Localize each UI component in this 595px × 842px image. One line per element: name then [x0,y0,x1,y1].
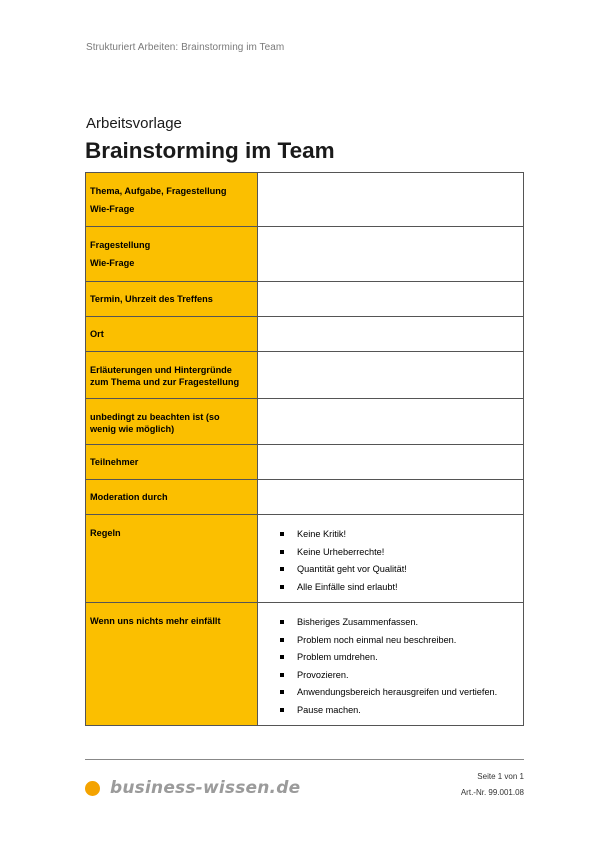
form-row-einfaelle [86,603,524,726]
form-row-regeln [86,515,524,603]
label-line: Fragestellung [90,240,151,250]
logo-dot-icon [85,781,100,796]
bullet-icon [280,567,284,571]
bullet-icon [280,655,284,659]
row-label [86,282,258,317]
fallback-ideas-list [258,603,523,720]
form-row-moderation [86,480,524,515]
running-header: Strukturiert Arbeiten: Brainstorming im Team [86,42,285,53]
list-item [280,649,523,667]
list-item-text: Quantität geht vor Qualität! [297,564,407,575]
list-item-text: Problem umdrehen. [297,652,378,663]
brand-logo[interactable] [85,777,300,799]
list-item [280,684,523,702]
list-item [280,544,523,562]
row-label [86,399,258,445]
form-row-beachten [86,399,524,445]
answer-field-termin[interactable] [258,282,524,317]
list-item-text: Problem noch einmal neu beschreiben. [297,634,457,645]
form-row-termin [86,282,524,317]
list-item-text: Alle Einfälle sind erlaubt! [297,581,398,592]
row-label [86,480,258,515]
label-line: Wenn uns nichts mehr einfällt [90,616,221,626]
document-title: Brainstorming im Team [85,138,335,163]
answer-field-fragestellung[interactable] [258,227,524,282]
list-item [280,614,523,632]
bullet-icon [280,620,284,624]
bullet-icon [280,638,284,642]
answer-field-ort[interactable] [258,317,524,352]
list-item-text: Anwendungsbereich herausgreifen und vertiefen. [297,687,498,698]
bullet-icon [280,708,284,712]
form-row-thema [86,173,524,227]
row-label [86,445,258,480]
footer-divider [85,759,524,760]
list-item [280,526,523,544]
label-line: Thema, Aufgabe, Fragestellung [90,186,227,196]
label-line: zum Thema und zur Fragestellung [90,377,240,387]
bullet-icon [280,532,284,536]
answer-field-erlaeuterungen[interactable] [258,352,524,399]
rules-cell [258,515,524,603]
bullet-icon [280,585,284,589]
label-line: Erläuterungen und Hintergründe [90,365,232,375]
row-label [86,317,258,352]
article-number: Art.-Nr. 99.001.08 [460,788,524,797]
list-item [280,667,523,685]
label-line: unbedingt zu beachten ist (so [90,412,220,422]
label-line: Teilnehmer [90,457,139,467]
list-item [280,579,523,597]
list-item [280,702,523,720]
label-line: Regeln [90,528,121,538]
list-item-text: Provozieren. [297,669,349,680]
list-item-text: Keine Kritik! [297,529,347,539]
label-line: Wie-Frage [90,258,135,268]
bullet-icon [280,673,284,677]
answer-field-moderation[interactable] [258,480,524,515]
form-row-ort [86,317,524,352]
document-subtitle: Arbeitsvorlage [86,115,182,132]
list-item [280,632,523,650]
bullet-icon [280,550,284,554]
form-row-fragestellung [86,227,524,282]
label-line: Ort [90,329,104,339]
label-line: Moderation durch [90,492,168,502]
list-item-text: Bisheriges Zusammenfassen. [297,617,419,627]
row-label [86,227,258,282]
logo-text: business-wissen.de [110,778,301,798]
answer-field-teilnehmer[interactable] [258,445,524,480]
form-row-erlaeuterungen [86,352,524,399]
row-label [86,352,258,399]
list-item-text: Keine Urheberrechte! [297,546,385,557]
label-line: Termin, Uhrzeit des Treffens [90,294,213,304]
label-line: Wie-Frage [90,204,135,214]
row-label [86,603,258,726]
list-item [280,561,523,579]
row-label [86,515,258,603]
page-number: Seite 1 von 1 [477,772,524,781]
answer-field-thema[interactable] [258,173,524,227]
fallback-ideas-cell [258,603,524,726]
bullet-icon [280,690,284,694]
form-row-teilnehmer [86,445,524,480]
label-line: wenig wie möglich) [90,424,175,434]
brainstorming-form-table [85,172,524,726]
answer-field-beachten[interactable] [258,399,524,445]
rules-list [258,515,523,596]
list-item-text: Pause machen. [297,704,361,715]
row-label [86,173,258,227]
